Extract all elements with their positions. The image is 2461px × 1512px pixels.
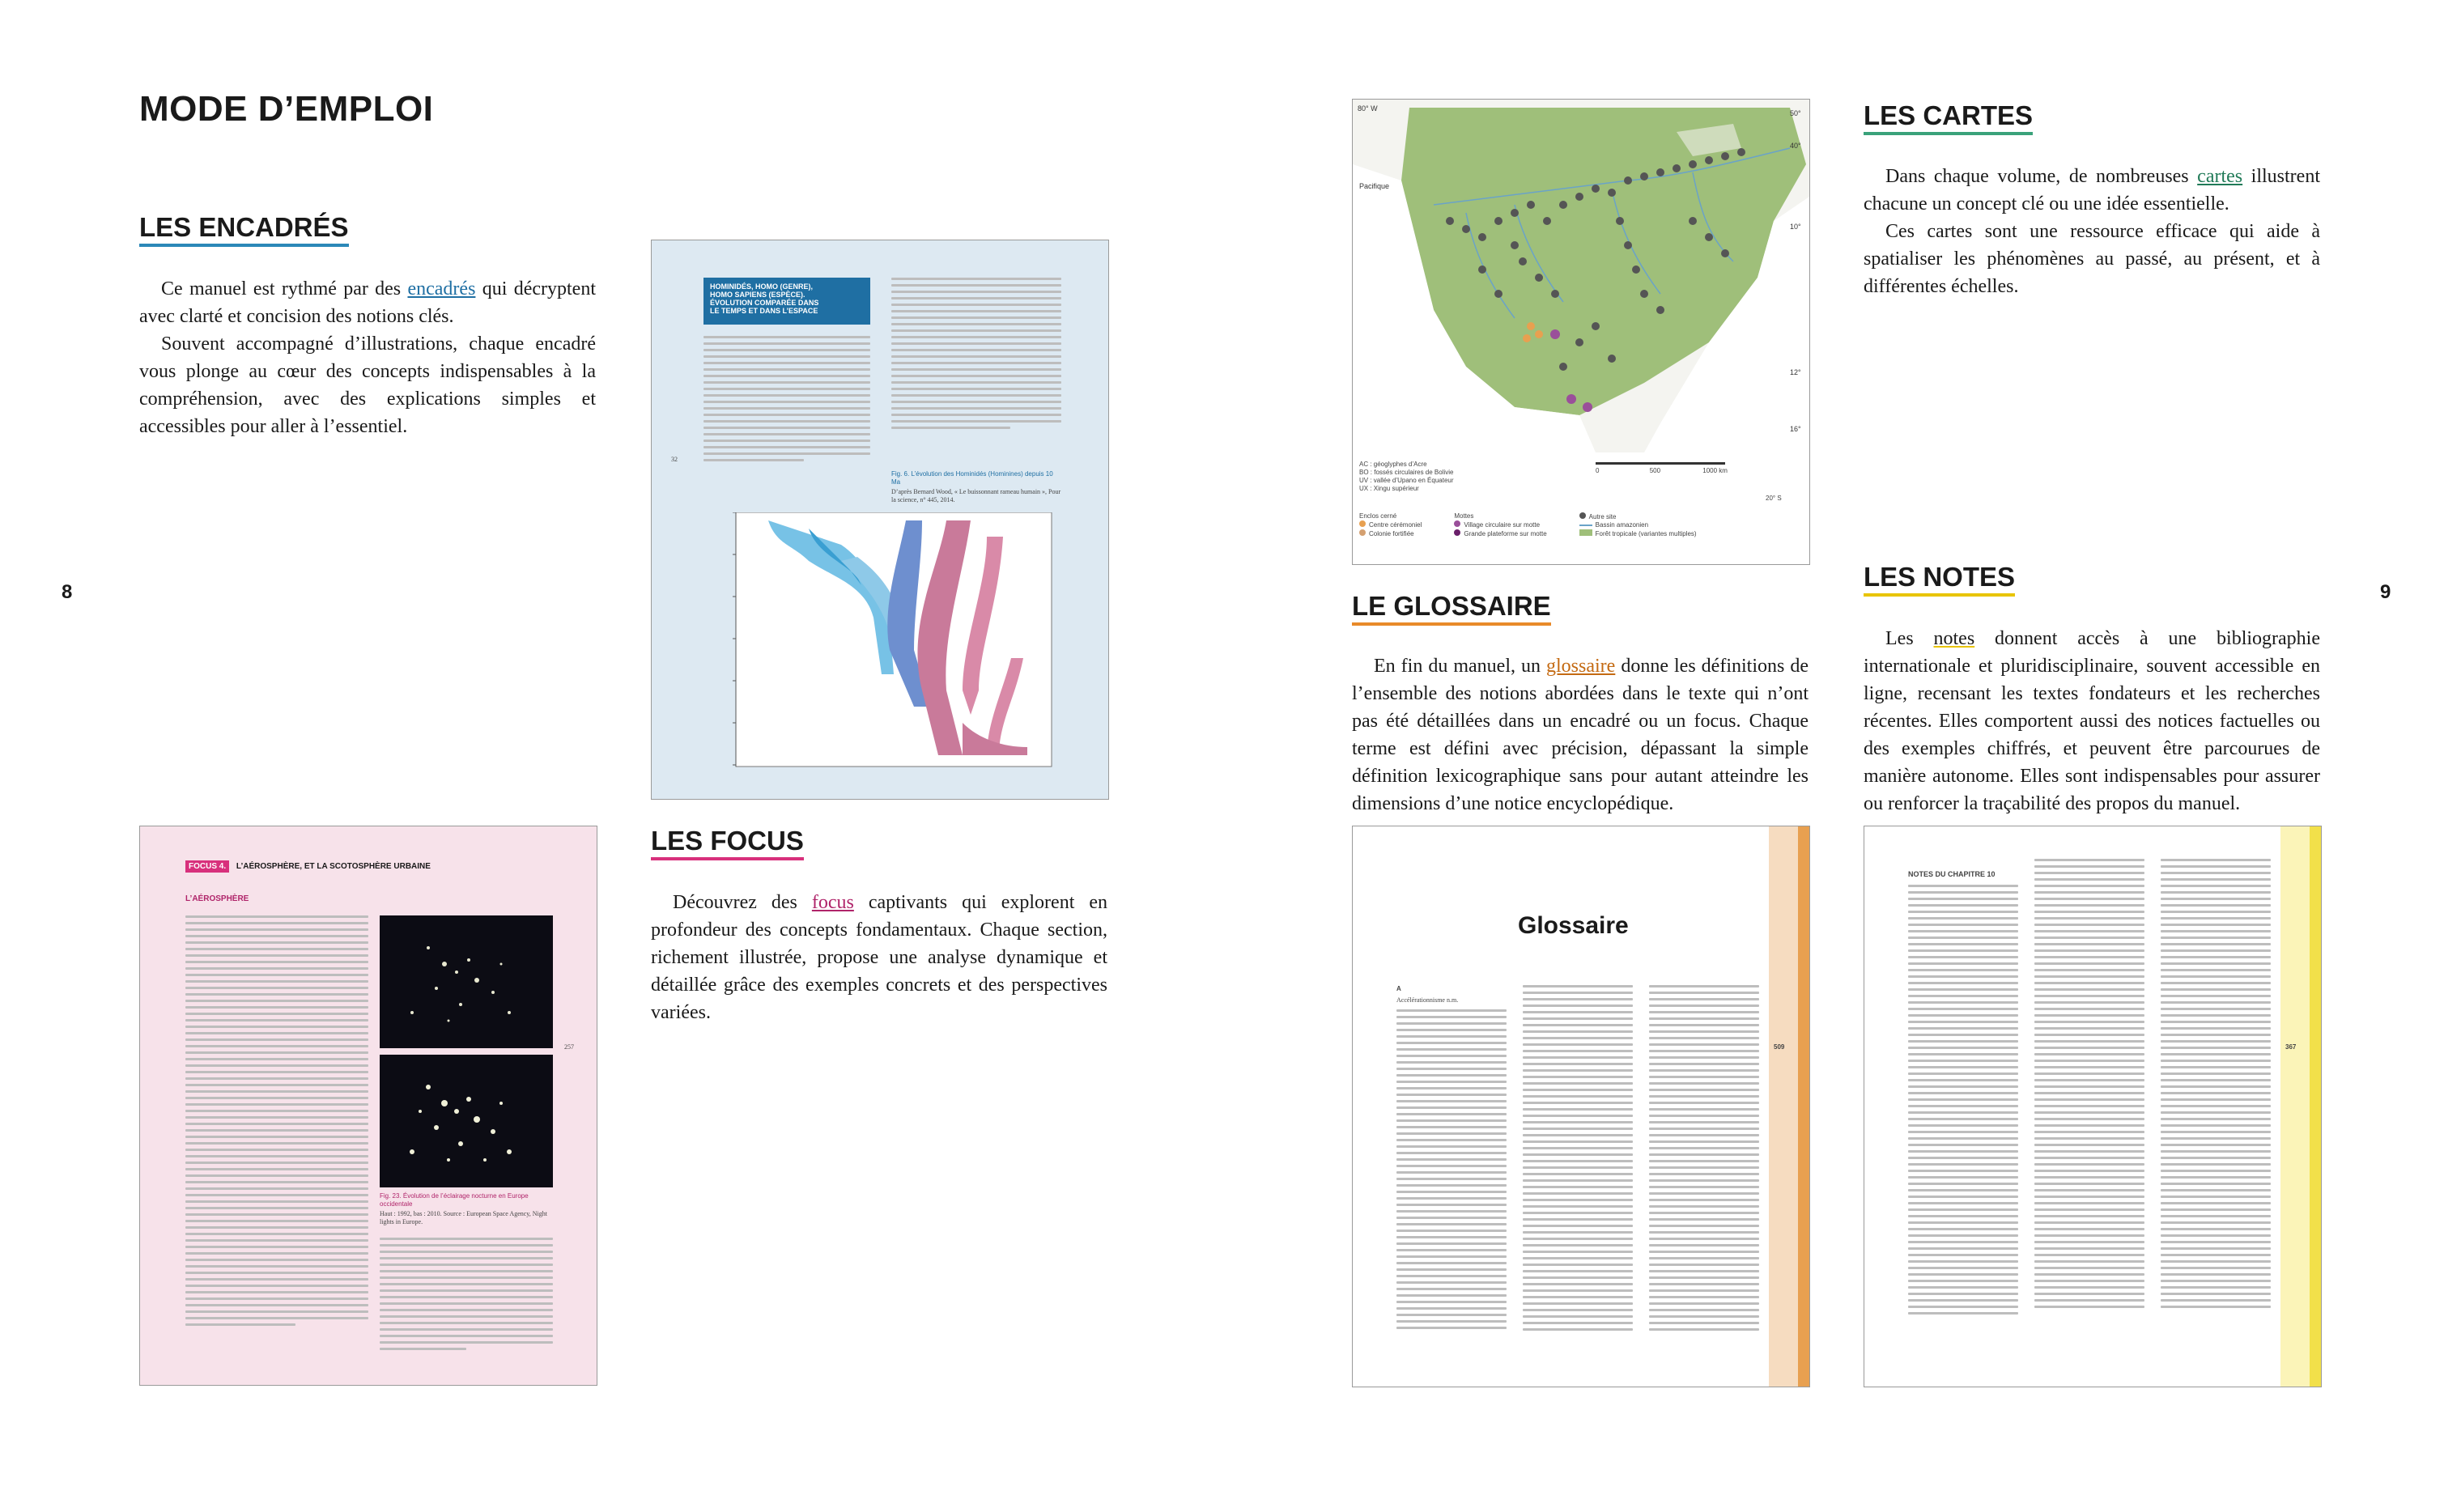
focus-text: Découvrez des bbox=[673, 892, 812, 913]
notes-column-1 bbox=[1908, 885, 2018, 1319]
map-legend-heading: Mottes bbox=[1454, 512, 1474, 520]
encadres-text: qui décryptent avec clarté et concision des notions clés. bbox=[139, 278, 597, 327]
encadres-body bbox=[139, 275, 596, 440]
focus-figure-source: Haut : 1992, bas : 2010. Source : European Space Agency, Night lights in Europe. bbox=[380, 1210, 547, 1225]
night-lights-map-1992 bbox=[380, 915, 553, 1048]
focus-label: FOCUS 4. bbox=[185, 860, 229, 873]
map-legend-code: UX : Xingu supérieur bbox=[1359, 485, 1419, 492]
encadre-text-column-right bbox=[891, 278, 1061, 433]
page-number-right: 9 bbox=[2380, 581, 2391, 603]
encadre-header-line: HOMINIDÉS, HOMO (GENRE), bbox=[710, 282, 814, 291]
map-legend-item: Village circulaire sur motte bbox=[1464, 521, 1541, 529]
glossaire-column-2 bbox=[1523, 985, 1633, 1335]
glossaire-tab bbox=[1798, 826, 1809, 1387]
focus-link[interactable]: focus bbox=[811, 892, 854, 913]
cartes-title: LES CARTES bbox=[1864, 100, 2033, 135]
focus-text: captivants qui explorent en profondeur des concepts fondamentaux. Chaque section, richement illustrée, propose une analyse dynamique et détaillée grâce des exemples concrets et des perspectives variées. bbox=[651, 892, 1107, 1023]
map-place-label: Pacifique bbox=[1359, 182, 1390, 190]
glossaire-example-thumbnail bbox=[1352, 826, 1810, 1387]
glossaire-thumbnail-title: Glossaire bbox=[1518, 912, 1629, 939]
map-scale-label: 1000 km bbox=[1702, 467, 1728, 474]
focus-subtitle: L’AÉROSPHÈRE bbox=[185, 894, 249, 903]
map-legend-col-enclos bbox=[1359, 512, 1422, 538]
notes-thumbnail-title: NOTES DU CHAPITRE 10 bbox=[1908, 870, 1996, 878]
notes-section bbox=[1864, 562, 2015, 597]
glossaire-text: donne les définitions de l’ensemble des notions abordées dans le texte qui n’ont pas été détaillées dans un encadré ou un focus. Chaque terme est défini avec précision, dépassant la simple définition lexicographique sans pour autant atteindre les dimensions d’une notice encyclopédique. bbox=[1352, 656, 1809, 814]
encadres-paragraph-1 bbox=[139, 275, 596, 330]
focus-header bbox=[185, 862, 431, 871]
map-scale-bar bbox=[1596, 462, 1725, 465]
map-legend-code: BO : fossés circulaires de Bolivie bbox=[1359, 469, 1454, 476]
glossaire-section bbox=[1352, 591, 1551, 626]
map-legend-heading: Autre site bbox=[1588, 513, 1617, 520]
map-coordinate-label: 16° bbox=[1790, 425, 1801, 433]
encadre-page-number: 32 bbox=[671, 456, 678, 463]
map-legend-codes bbox=[1359, 461, 1537, 493]
notes-column-3 bbox=[2161, 859, 2271, 1312]
glossaire-first-entry: Accélérationnisme n.m. bbox=[1396, 996, 1459, 1004]
encadre-text-column-left bbox=[703, 336, 870, 465]
focus-section bbox=[651, 826, 804, 860]
map-legend-code: AC : géoglyphes d’Acre bbox=[1359, 461, 1427, 468]
focus-text-column-left bbox=[185, 915, 368, 1330]
page-title: MODE D’EMPLOI bbox=[139, 89, 434, 129]
glossaire-page-number: 509 bbox=[1774, 1043, 1785, 1051]
focus-example-thumbnail bbox=[139, 826, 597, 1386]
map-legend-item: Centre cérémoniel bbox=[1369, 521, 1422, 529]
focus-figure-caption: Fig. 23. Évolution de l’éclairage nocturne en Europe occidentale bbox=[380, 1192, 529, 1208]
glossaire-column-1 bbox=[1396, 1009, 1507, 1333]
notes-tab-light bbox=[2280, 826, 2310, 1387]
cartes-paragraph-1 bbox=[1864, 163, 2320, 218]
map-legend-heading: Enclos cerné bbox=[1359, 512, 1397, 520]
night-lights-map-2010 bbox=[380, 1055, 553, 1187]
notes-example-thumbnail bbox=[1864, 826, 2322, 1387]
cartes-link[interactable]: cartes bbox=[2197, 166, 2243, 187]
cartes-text: illustrent chacune un concept clé ou une idée essentielle. bbox=[1864, 166, 2320, 214]
encadres-section bbox=[139, 212, 349, 247]
map-legend-item: Bassin amazonien bbox=[1595, 521, 1649, 529]
glossaire-letter: A bbox=[1396, 985, 1401, 992]
cartes-paragraph-2: Ces cartes sont une ressource efficace qui aide à spatialiser les phénomènes au passé, au présent, et à différentes échelles. bbox=[1864, 221, 2320, 297]
glossaire-link[interactable]: glossaire bbox=[1546, 656, 1616, 677]
map-legend-item: Grande plateforme sur motte bbox=[1464, 530, 1547, 537]
focus-text-column-right bbox=[380, 1238, 553, 1354]
notes-body bbox=[1864, 625, 2320, 818]
encadre-header-line: ÉVOLUTION COMPARÉE DANS bbox=[710, 299, 819, 307]
map-coordinate-label: 12° bbox=[1790, 368, 1801, 376]
map-legend bbox=[1359, 512, 1803, 538]
amazon-map bbox=[1353, 100, 1809, 452]
hominid-evolution-diagram bbox=[720, 512, 1060, 783]
focus-body bbox=[651, 889, 1107, 1026]
notes-column-2 bbox=[2034, 859, 2144, 1312]
notes-text: Les bbox=[1885, 628, 1934, 649]
notes-page-number: 367 bbox=[2285, 1043, 2297, 1051]
notes-link[interactable]: notes bbox=[1933, 628, 1975, 649]
encadre-header bbox=[703, 278, 870, 325]
map-example-thumbnail bbox=[1352, 99, 1810, 565]
encadres-text: Ce manuel est rythmé par des bbox=[161, 278, 408, 299]
map-coordinate-label: 40° bbox=[1790, 142, 1801, 150]
glossaire-body bbox=[1352, 652, 1809, 818]
map-legend-col-mottes bbox=[1454, 512, 1546, 538]
encadres-paragraph-2: Souvent accompagné d’illustrations, chaque encadré vous plonge au cœur des concepts indispensables à la compréhension, avec des explications simples et accessibles pour aller à l’essentiel. bbox=[139, 333, 596, 437]
notes-paragraph-1 bbox=[1864, 625, 2320, 818]
notes-text: donnent accès à une bibliographie internationale et pluridisciplinaire, souvent accessible en ligne, recensant les textes fondateurs et les recherches récentes. Elles comportent aussi des notices factuelles ou des exemples chiffrés, et peuvent être parcourues de manière autonome. Elles sont indispensables pour assurer ou renforcer la traçabilité des propos du manuel. bbox=[1864, 628, 2321, 814]
cartes-section bbox=[1864, 100, 2033, 135]
glossaire-text: En fin du manuel, un bbox=[1374, 656, 1547, 677]
encadre-header-line: LE TEMPS ET DANS L’ESPACE bbox=[710, 307, 818, 315]
map-coordinate-label: 50° bbox=[1790, 109, 1801, 117]
focus-page-number: 257 bbox=[564, 1043, 574, 1051]
map-scale-label: 500 bbox=[1649, 467, 1661, 474]
focus-thumbnail-title: L’AÉROSPHÈRE, ET LA SCOTOSPHÈRE URBAINE bbox=[236, 862, 431, 871]
night-lights-dots bbox=[380, 915, 553, 1048]
focus-title: LES FOCUS bbox=[651, 826, 804, 860]
map-coordinate-label: 20° S bbox=[1766, 495, 1782, 502]
notes-title: LES NOTES bbox=[1864, 562, 2015, 597]
night-lights-dots bbox=[380, 1055, 553, 1187]
encadres-title: LES ENCADRÉS bbox=[139, 212, 349, 247]
encadre-figure-source: D’après Bernard Wood, « Le buissonnant rameau humain », Pour la science, n° 445, 2014. bbox=[891, 488, 1061, 503]
map-legend-item: Forêt tropicale (variantes multiples) bbox=[1595, 530, 1697, 537]
glossaire-paragraph-1 bbox=[1352, 652, 1809, 818]
focus-paragraph-1 bbox=[651, 889, 1107, 1026]
encadre-example-thumbnail bbox=[651, 240, 1109, 800]
cartes-text: Dans chaque volume, de nombreuses bbox=[1885, 166, 2198, 187]
map-coordinate-label: 80° W bbox=[1358, 104, 1378, 113]
encadre-header-line: HOMO SAPIENS (ESPÈCE). bbox=[710, 291, 805, 299]
notes-tab bbox=[2310, 826, 2321, 1387]
map-scale bbox=[1596, 462, 1728, 475]
map-legend-code: UV : vallée d’Upano en Équateur bbox=[1359, 477, 1454, 484]
glossaire-column-3 bbox=[1649, 985, 1759, 1335]
encadre-figure-caption: Fig. 6. L’évolution des Hominidés (Hominines) depuis 10 Ma bbox=[891, 470, 1053, 486]
map-legend-col-autre bbox=[1579, 512, 1697, 538]
encadres-link[interactable]: encadrés bbox=[407, 278, 476, 299]
map-coordinate-label: 10° bbox=[1790, 223, 1801, 231]
map-legend-item: Colonie fortifiée bbox=[1369, 530, 1414, 537]
map-scale-label: 0 bbox=[1596, 467, 1600, 474]
glossaire-title: LE GLOSSAIRE bbox=[1352, 591, 1551, 626]
glossaire-tab-light bbox=[1769, 826, 1798, 1387]
cartes-body bbox=[1864, 163, 2320, 300]
page-number-left: 8 bbox=[62, 581, 73, 603]
